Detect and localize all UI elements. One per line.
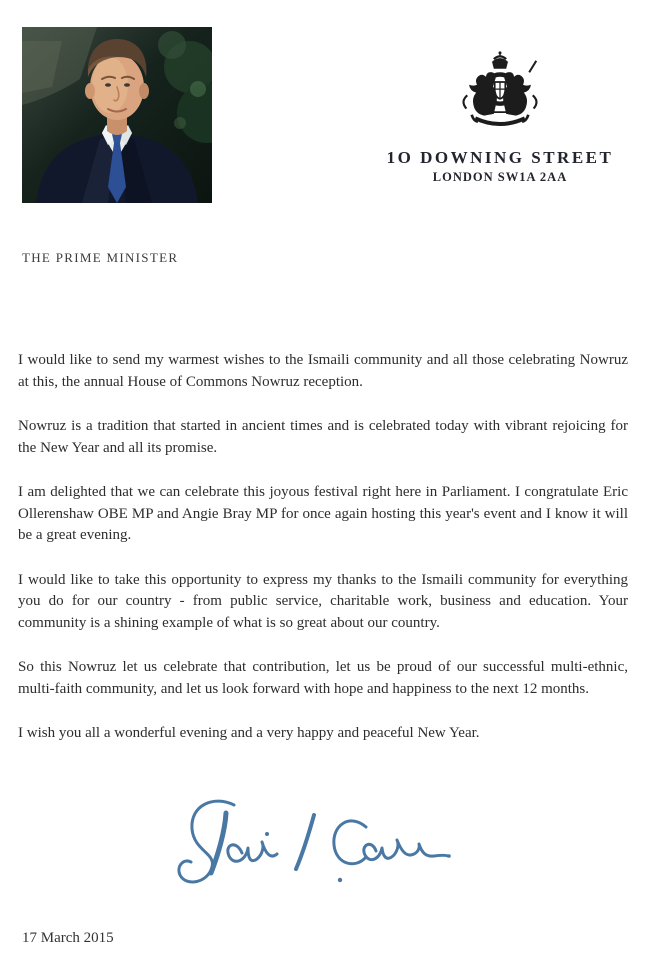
sender-title: THE PRIME MINISTER: [22, 250, 179, 265]
letterhead-city-line: LONDON SW1A 2AA: [432, 170, 568, 184]
letterhead: [368, 44, 632, 185]
letter-paragraph: I am delighted that we can celebrate this joyous festival right here in Parliament. I congratulate Eric Ollerenshaw OBE MP and Angie Bray MP for once again hosting this year's event and I know it will be a great evening.: [18, 484, 628, 543]
letter-paragraph: I would like to send my warmest wishes to the Ismaili community and all those celebrating Nowruz at this, the annual House of Commons Nowruz reception.: [18, 352, 628, 390]
letter-body: [18, 350, 628, 768]
signature-ink-strokes: [168, 793, 453, 893]
letter-paragraph: So this Nowruz let us celebrate that contribution, let us be proud of our successful multi-ethnic, multi-faith community, and let us look forward with hope and happiness to the next 12 months.: [18, 659, 628, 697]
pm-portrait-photo: [22, 27, 212, 203]
letter-paragraph: I wish you all a wonderful evening and a very happy and peaceful New Year.: [18, 725, 480, 741]
letter-paragraph: Nowruz is a tradition that started in ancient times and is celebrated today with vibrant rejoicing for the New Year and all its promise.: [18, 418, 628, 456]
letter-paragraph: I would like to take this opportunity to express my thanks to the Ismaili community for everything you do for our country - from public service, charitable work, business and education. Your community is a shining example of what is so great about our country.: [18, 571, 628, 631]
royal-coat-of-arms-icon: [454, 44, 546, 136]
letterhead-street-line: 1O DOWNING STREET: [386, 148, 614, 167]
letter-date: 17 March 2015: [22, 930, 114, 946]
pm-portrait-image: [22, 27, 212, 203]
signature-autograph: [168, 793, 453, 893]
